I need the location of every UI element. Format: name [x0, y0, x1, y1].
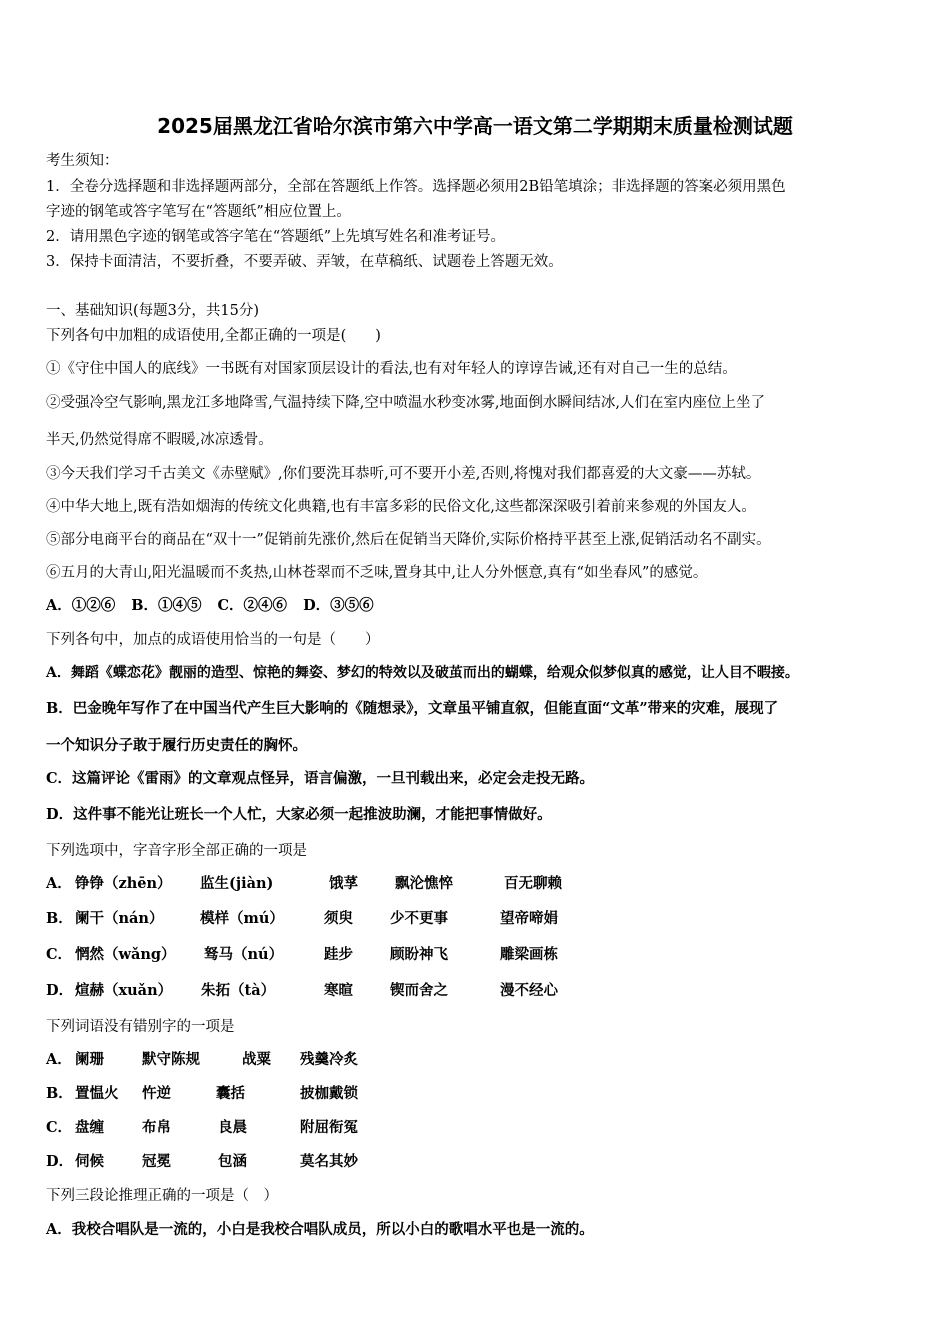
option-letter: A．: [46, 875, 72, 892]
option-word: 残羹冷炙: [300, 1051, 358, 1068]
notice-line: 1．全卷分选择题和非选择题两部分，全部在答题纸上作答。选择题必须用2B铅笔填涂；非选择题的答案必须用黑色: [46, 179, 786, 195]
sentence-item: ④中华大地上,既有浩如烟海的传统文化典籍,也有丰富多彩的民俗文化,这些都深深吸引着前来参观的外国友人。: [46, 499, 756, 515]
sentence-item: ③今天我们学习千古美文《赤壁赋》,你们要洗耳恭听,可不要开小差,否则,将愧对我们都喜爱的大文豪——苏轼。: [46, 466, 761, 482]
option-word: 雕梁画栋: [500, 946, 558, 963]
option-word: 默守陈规: [142, 1051, 200, 1068]
page-title: 2025届黑龙江省哈尔滨市第六中学高一语文第二学期期末质量检测试题: [157, 114, 793, 138]
option-word: 莫名其妙: [300, 1153, 358, 1170]
option-word: 饿莩: [329, 875, 358, 892]
option-word: 少不更事: [390, 910, 448, 927]
sentence-item: 半天,仍然觉得席不暇暖,冰凉透骨。: [46, 432, 273, 448]
option-d[interactable]: D．③⑤⑥: [303, 597, 374, 614]
option-word: 置愠火: [75, 1085, 119, 1102]
option-c[interactable]: C．②④⑥: [217, 597, 288, 614]
option-letter: B．: [46, 1085, 73, 1102]
option-word: 布帛: [142, 1119, 171, 1136]
option-b-continued: 一个知识分子敢于履行历史责任的胸怀。: [46, 737, 307, 754]
option-word: 惘然（wǎng）: [75, 946, 176, 963]
option-word: 良晨: [218, 1119, 247, 1136]
option-c[interactable]: C．这篇评论《雷雨》的文章观点怪异，语言偏激，一旦刊载出来，必定会走投无路。: [46, 770, 595, 787]
option-word: 驽马（nú）: [204, 946, 284, 963]
option-word: 漫不经心: [500, 982, 558, 999]
option-word: 锲而舍之: [390, 982, 448, 999]
option-word: 披枷戴锁: [300, 1085, 358, 1102]
option-word: 跬步: [324, 946, 353, 963]
option-word: 包涵: [218, 1153, 247, 1170]
option-word: 飘沦憔悴: [395, 875, 453, 892]
question-stem: 下列三段论推理正确的一项是（ ）: [46, 1188, 278, 1204]
option-word: 须臾: [324, 910, 353, 927]
question-stem: 下列词语没有错别字的一项是: [46, 1019, 235, 1035]
option-word: 盘缠: [75, 1119, 104, 1136]
option-a[interactable]: A．①②⑥: [46, 597, 116, 614]
option-word: 伺候: [75, 1153, 104, 1170]
sentence-item: ①《守住中国人的底线》一书既有对国家顶层设计的看法,也有对年轻人的谆谆告诫,还有对自己一生的总结。: [46, 361, 737, 377]
sentence-item: ②受强冷空气影响,黑龙江多地降雪,气温持续下降,空中喷温水秒变冰雾,地面倒水瞬间结冰,人们在室内座位上坐了: [46, 395, 766, 411]
option-letter: D．: [46, 1153, 74, 1170]
section-heading: 一、基础知识(每题3分，共15分): [46, 303, 259, 319]
option-letter: A．: [46, 1051, 72, 1068]
option-word: 煊赫（xuǎn）: [75, 982, 173, 999]
option-word: 朱拓（tà）: [201, 982, 276, 999]
option-word: 寒暄: [324, 982, 353, 999]
option-letter: D．: [46, 982, 74, 999]
sentence-item: ⑤部分电商平台的商品在“双十一”促销前先涨价,然后在促销当天降价,实际价格持平甚至上涨,促销活动名不副实。: [46, 532, 771, 548]
notice-line: 3．保持卡面清洁，不要折叠，不要弄破、弄皱，在草稿纸、试题卷上答题无效。: [46, 254, 563, 270]
option-word: 囊括: [216, 1085, 245, 1102]
option-b[interactable]: B．①④⑤: [131, 597, 202, 614]
option-a[interactable]: A．舞蹈《蝶恋花》靓丽的造型、惊艳的舞姿、梦幻的特效以及破茧而出的蝴蝶，给观众似梦似真的感觉，让人目不暇接。: [46, 665, 799, 681]
option-word: 冠冕: [142, 1153, 171, 1170]
question-stem: 下列各句中加粗的成语使用,全都正确的一项是( ): [46, 328, 381, 344]
option-word: 阑干（nán）: [75, 910, 164, 927]
option-letter: C．: [46, 1119, 73, 1136]
option-word: 铮铮（zhēn）: [75, 875, 172, 892]
option-b[interactable]: B．巴金晚年写作了在中国当代产生巨大影响的《随想录》，文章虽平铺直叙，但能直面“文革”带来的灾难，展现了: [46, 700, 779, 717]
notice-line: 字迹的钢笔或答字笔写在“答题纸”相应位置上。: [46, 204, 351, 220]
question-stem: 下列选项中，字音字形全部正确的一项是: [46, 843, 307, 859]
answer-options: [46, 596, 390, 616]
option-a[interactable]: A．我校合唱队是一流的，小白是我校合唱队成员，所以小白的歌唱水平也是一流的。: [46, 1221, 594, 1238]
option-word: 顾盼神飞: [390, 946, 448, 963]
option-word: 望帝啼娟: [500, 910, 558, 927]
option-letter: B．: [46, 910, 73, 927]
option-d[interactable]: D．这件事不能光让班长一个人忙，大家必须一起推波助澜，才能把事情做好。: [46, 806, 552, 823]
option-word: 监生(jiàn): [200, 875, 274, 892]
question-stem: 下列各句中，加点的成语使用恰当的一句是（ ）: [46, 632, 380, 648]
option-word: 百无聊赖: [504, 875, 562, 892]
notice-header: 考生须知：: [46, 153, 119, 169]
option-word: 战粟: [242, 1051, 271, 1068]
option-letter: C．: [46, 946, 73, 963]
option-word: 阑珊: [75, 1051, 104, 1068]
notice-line: 2．请用黑色字迹的钢笔或答字笔在“答题纸”上先填写姓名和准考证号。: [46, 229, 506, 245]
option-word: 模样（mú）: [200, 910, 284, 927]
sentence-item: ⑥五月的大青山,阳光温暖而不炙热,山林苍翠而不乏味,置身其中,让人分外惬意,真有“如坐春风”的感觉。: [46, 565, 708, 581]
option-word: 忤逆: [142, 1085, 171, 1102]
option-word: 附屈衔冤: [300, 1119, 358, 1136]
